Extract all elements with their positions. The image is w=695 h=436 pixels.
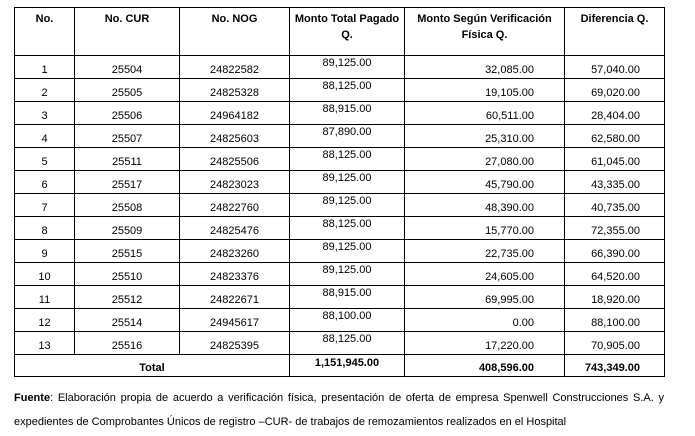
source-text: : Elaboración propia de acuerdo a verificación física, presentación de oferta de empresa Spenwell Construcciones S.A. y expedientes de Comprobantes Únicos de registro –CUR- de trabajos de remozamientos realizados en el Hospital	[14, 392, 664, 428]
cell-cur: 25507	[75, 125, 180, 148]
table-body	[15, 56, 665, 355]
cell-verificacion: 22,735.00	[405, 240, 565, 263]
cell-pagado: 89,125.00	[290, 240, 405, 263]
cell-nog: 24825328	[180, 79, 290, 102]
cell-nog: 24822671	[180, 286, 290, 309]
table-row	[15, 125, 665, 148]
cell-cur: 25514	[75, 309, 180, 332]
cell-verificacion: 60,511.00	[405, 102, 565, 125]
cell-verificacion: 27,080.00	[405, 148, 565, 171]
cell-pagado: 88,100.00	[290, 309, 405, 332]
cell-verificacion: 32,085.00	[405, 56, 565, 79]
table-row	[15, 217, 665, 240]
cell-verificacion: 17,220.00	[405, 332, 565, 355]
header-no: No.	[15, 8, 75, 56]
table-row	[15, 263, 665, 286]
cell-verificacion: 48,390.00	[405, 194, 565, 217]
cell-diferencia: 40,735.00	[565, 194, 665, 217]
header-diferencia: Diferencia Q.	[565, 8, 665, 56]
cell-nog: 24822582	[180, 56, 290, 79]
cell-pagado: 88,125.00	[290, 217, 405, 240]
total-pagado: 1,151,945.00	[290, 355, 405, 377]
cell-pagado: 89,125.00	[290, 263, 405, 286]
cell-diferencia: 70,905.00	[565, 332, 665, 355]
cell-pagado: 87,890.00	[290, 125, 405, 148]
cell-no: 4	[15, 125, 75, 148]
cell-diferencia: 62,580.00	[565, 125, 665, 148]
cell-cur: 25505	[75, 79, 180, 102]
header-nog: No. NOG	[180, 8, 290, 56]
cell-diferencia: 64,520.00	[565, 263, 665, 286]
cell-diferencia: 88,100.00	[565, 309, 665, 332]
cell-nog: 24825395	[180, 332, 290, 355]
cell-verificacion: 25,310.00	[405, 125, 565, 148]
total-diferencia: 743,349.00	[565, 355, 665, 377]
total-verificacion: 408,596.00	[405, 355, 565, 377]
cell-no: 7	[15, 194, 75, 217]
cell-diferencia: 28,404.00	[565, 102, 665, 125]
cell-pagado: 89,125.00	[290, 194, 405, 217]
cell-verificacion: 19,105.00	[405, 79, 565, 102]
cell-nog: 24825506	[180, 148, 290, 171]
cell-cur: 25512	[75, 286, 180, 309]
header-monto-verificacion: Monto Según Verificación Física Q.	[405, 8, 565, 56]
cell-verificacion: 45,790.00	[405, 171, 565, 194]
table-header-row	[15, 8, 665, 56]
cell-diferencia: 43,335.00	[565, 171, 665, 194]
cell-no: 8	[15, 217, 75, 240]
cell-diferencia: 72,355.00	[565, 217, 665, 240]
cell-verificacion: 69,995.00	[405, 286, 565, 309]
cell-pagado: 88,125.00	[290, 79, 405, 102]
cell-cur: 25516	[75, 332, 180, 355]
cell-cur: 25506	[75, 102, 180, 125]
cell-cur: 25510	[75, 263, 180, 286]
cell-no: 13	[15, 332, 75, 355]
table-row	[15, 148, 665, 171]
cell-cur: 25517	[75, 171, 180, 194]
cell-no: 3	[15, 102, 75, 125]
cell-diferencia: 57,040.00	[565, 56, 665, 79]
table-row	[15, 309, 665, 332]
cell-cur: 25511	[75, 148, 180, 171]
cell-no: 11	[15, 286, 75, 309]
table-row	[15, 79, 665, 102]
cell-nog: 24964182	[180, 102, 290, 125]
cell-nog: 24823260	[180, 240, 290, 263]
cell-cur: 25508	[75, 194, 180, 217]
cell-no: 9	[15, 240, 75, 263]
cell-pagado: 88,915.00	[290, 102, 405, 125]
payments-table	[14, 7, 665, 377]
cell-diferencia: 18,920.00	[565, 286, 665, 309]
cell-nog: 24825476	[180, 217, 290, 240]
cell-no: 12	[15, 309, 75, 332]
cell-pagado: 89,125.00	[290, 56, 405, 79]
source-label: Fuente	[14, 392, 51, 404]
cell-no: 5	[15, 148, 75, 171]
header-cur: No. CUR	[75, 8, 180, 56]
table-row	[15, 240, 665, 263]
cell-cur: 25515	[75, 240, 180, 263]
total-row	[15, 355, 665, 377]
cell-cur: 25509	[75, 217, 180, 240]
cell-pagado: 88,915.00	[290, 286, 405, 309]
table-row	[15, 286, 665, 309]
cell-pagado: 88,125.00	[290, 148, 405, 171]
cell-pagado: 89,125.00	[290, 171, 405, 194]
table-row	[15, 102, 665, 125]
cell-nog: 24823376	[180, 263, 290, 286]
cell-cur: 25504	[75, 56, 180, 79]
cell-no: 6	[15, 171, 75, 194]
cell-verificacion: 15,770.00	[405, 217, 565, 240]
header-monto-pagado: Monto Total Pagado Q.	[290, 8, 405, 56]
cell-no: 10	[15, 263, 75, 286]
table-row	[15, 332, 665, 355]
table-row	[15, 171, 665, 194]
cell-diferencia: 69,020.00	[565, 79, 665, 102]
table-row	[15, 194, 665, 217]
cell-verificacion: 0.00	[405, 309, 565, 332]
source-note	[14, 386, 664, 434]
cell-pagado: 88,125.00	[290, 332, 405, 355]
cell-no: 2	[15, 79, 75, 102]
total-label: Total	[15, 355, 290, 377]
cell-verificacion: 24,605.00	[405, 263, 565, 286]
cell-nog: 24945617	[180, 309, 290, 332]
cell-diferencia: 66,390.00	[565, 240, 665, 263]
cell-diferencia: 61,045.00	[565, 148, 665, 171]
cell-nog: 24822760	[180, 194, 290, 217]
table-row	[15, 56, 665, 79]
cell-nog: 24825603	[180, 125, 290, 148]
cell-nog: 24823023	[180, 171, 290, 194]
cell-no: 1	[15, 56, 75, 79]
